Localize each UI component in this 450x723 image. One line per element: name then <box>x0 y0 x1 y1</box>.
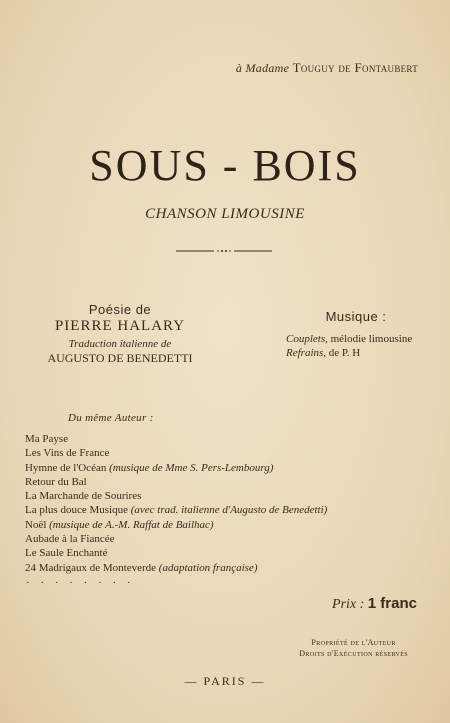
works-list <box>25 432 327 575</box>
work-note: (musique de A.-M. Raffat de Bailhac) <box>49 518 214 531</box>
work-title: Aubade à la Fiancée <box>25 533 115 546</box>
list-item <box>25 432 327 446</box>
work-title: Noël <box>25 518 47 531</box>
list-item <box>25 561 327 575</box>
price <box>332 595 417 613</box>
list-item <box>25 503 327 517</box>
music-line-text: de P. H <box>328 347 361 359</box>
work-note: (musique de Mme S. Pers-Lembourg) <box>109 461 274 474</box>
work-note: (adaptation française) <box>158 561 258 574</box>
music-line-text: mélodie limousine <box>330 333 413 345</box>
music-credits <box>286 309 426 360</box>
list-item <box>25 475 327 489</box>
music-line-label: Couplets, <box>286 333 328 345</box>
subtitle: CHANSON LIMOUSINE <box>145 206 305 222</box>
list-item <box>25 461 327 475</box>
translation-label: Traduction italienne de <box>68 338 172 350</box>
list-item <box>25 446 327 460</box>
dedication-madame: Madame <box>245 61 290 75</box>
poet-name: PIERRE HALARY <box>54 318 186 334</box>
poesie-label: Poésie de <box>88 302 152 317</box>
work-title: Hymne de l'Océan <box>25 461 107 474</box>
music-line-label: Refrains, <box>286 347 327 359</box>
rights-line-1: Propriété de l'Auteur <box>311 638 396 647</box>
works-heading: Du même Auteur : <box>68 412 154 424</box>
music-line-refrains <box>286 346 426 360</box>
work-title: Le Saule Enchanté <box>25 547 108 560</box>
work-title: Les Vins de France <box>25 447 110 460</box>
work-title: La Marchande de Sourires <box>25 490 142 503</box>
list-item <box>25 518 327 532</box>
list-item <box>25 489 327 503</box>
price-label: Prix : <box>332 597 365 612</box>
work-title: La plus douce Musique <box>25 504 128 517</box>
dedication <box>236 60 418 76</box>
list-item <box>25 532 327 546</box>
ornament-divider-icon <box>176 248 272 254</box>
music-label: Musique : <box>325 309 387 324</box>
page-title: SOUS - BOIS <box>89 141 361 190</box>
rights-line-2: Droits d'Exécution réservés <box>299 649 408 658</box>
publisher-city: — PARIS — <box>184 674 266 688</box>
work-title: 24 Madrigaux de Monteverde <box>25 561 157 574</box>
price-value: 1 franc <box>367 595 417 612</box>
rights-notice <box>299 637 408 659</box>
work-title: Ma Payse <box>25 433 69 445</box>
lyricist-credits <box>30 302 210 366</box>
work-title: Retour du Bal <box>25 475 87 488</box>
dedication-name: Touguy de Fontaubert <box>292 60 418 75</box>
music-line-couplets <box>286 332 426 346</box>
work-note: (avec trad. italienne d'Augusto de Benedetti) <box>130 504 328 517</box>
list-ellipsis: · · · · · · · · <box>26 577 135 589</box>
translator-name: AUGUSTO DE BENEDETTI <box>47 351 193 365</box>
dedication-prefix: à <box>235 61 243 75</box>
list-item <box>25 546 327 560</box>
